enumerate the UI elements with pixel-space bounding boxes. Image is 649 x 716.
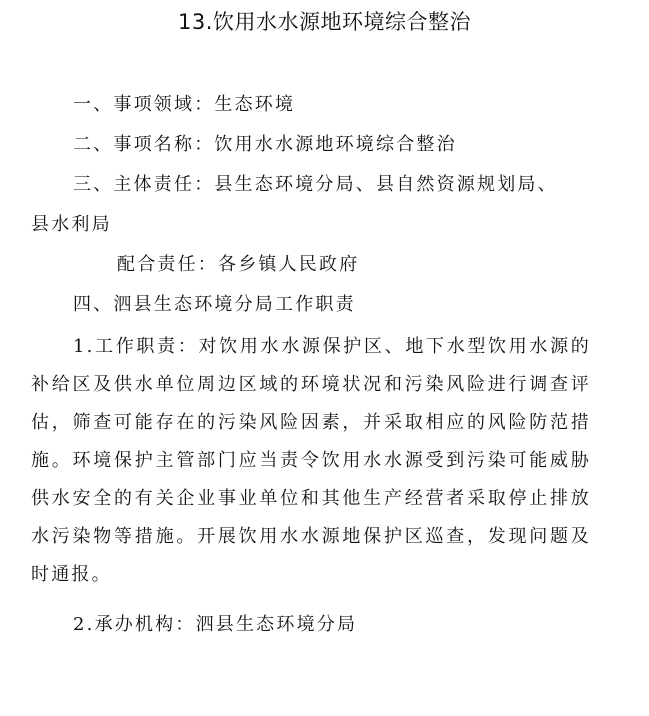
item-domain: 一、事项领域：生态环境: [73, 94, 296, 115]
item-responsibility-continued: 县水利局: [31, 214, 112, 235]
duty-paragraph: 1.工作职责：对饮用水水源保护区、地下水型饮用水源的补给区及供水单位周边区域的环境状况和污染风险进行调查评估，筛查可能存在的污染风险因素，并采取相应的风险防范措施。环境保护主管部门应当责令饮用水水源受到污染可能威胁供水安全的有关企业事业单位和其他生产经营者采取停止排放水污染物等措施。开展饮用水水源地保护区巡查，发现问题及时通报。: [31, 336, 591, 585]
document-title: 13.饮用水水源地环境综合整治: [178, 10, 471, 34]
item-name: 二、事项名称：饮用水水源地环境综合整治: [73, 134, 457, 155]
item-agency: 2.承办机构：泗县生态环境分局: [73, 614, 358, 635]
item-duties-heading: 四、泗县生态环境分局工作职责: [73, 294, 356, 315]
item-cooperation: 配合责任：各乡镇人民政府: [117, 254, 360, 275]
item-responsibility: 三、主体责任：县生态环境分局、县自然资源规划局、: [73, 174, 558, 195]
